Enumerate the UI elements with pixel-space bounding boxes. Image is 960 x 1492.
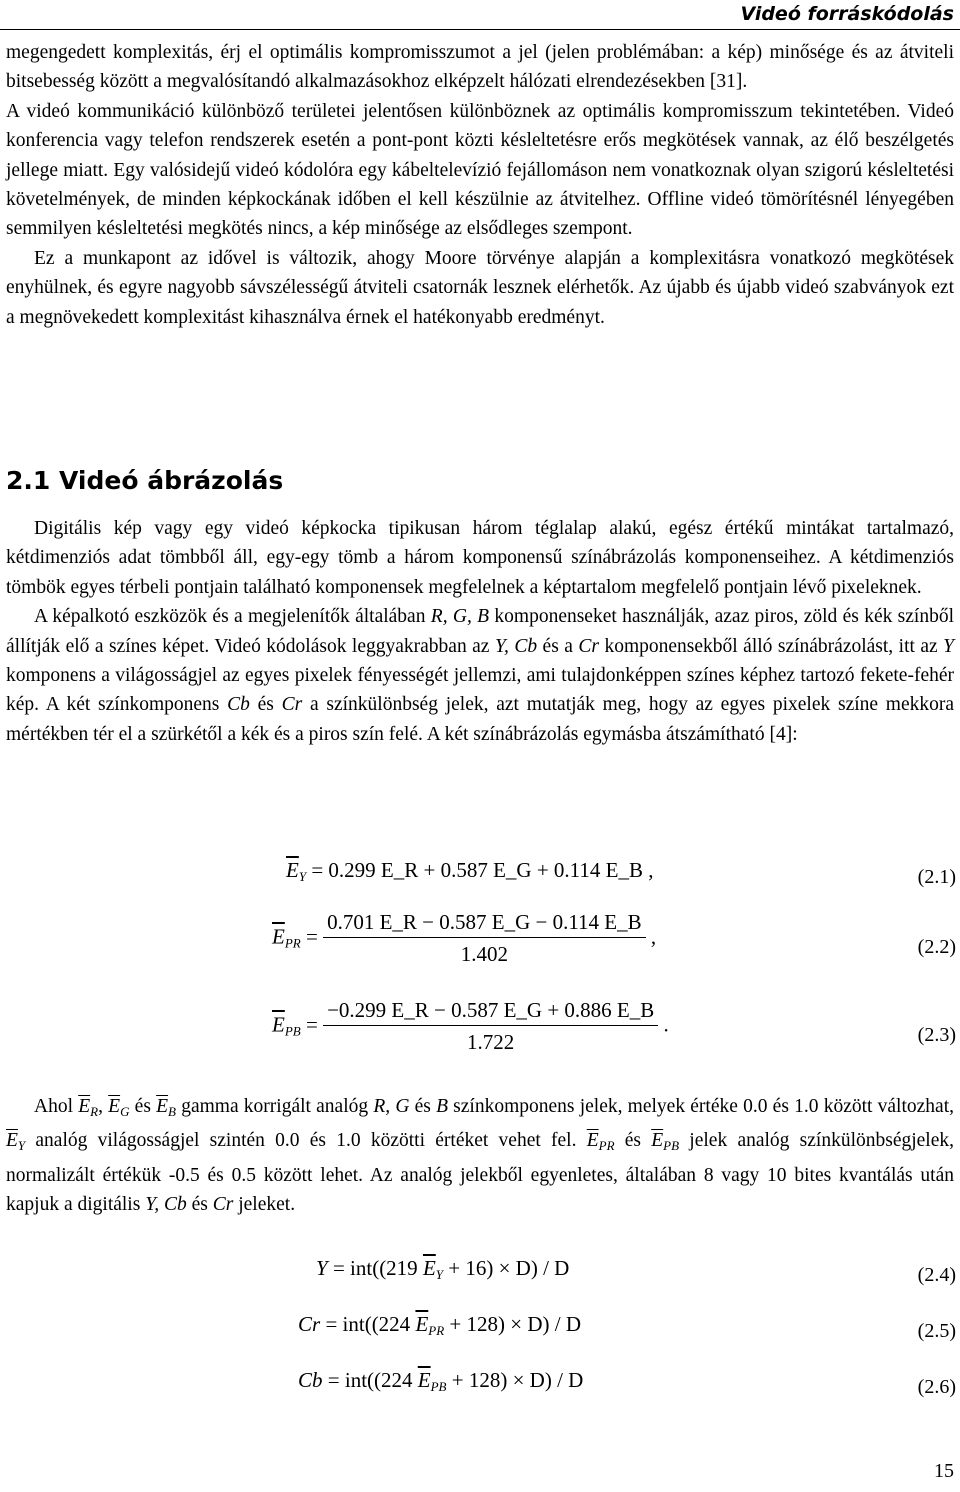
after-equations-text [6,1092,954,1220]
section-paragraph-2: A képalkotó eszközök és a megjelenítők általában R, G, B komponenseket használják, azaz piros, zöld és kék színből állítják elő a színes képet. Videó kódolások leggyakrabban az Y, Cb és a Cr komponensekből álló színábrázolást, itt az Y komponens a világosságjel az egyes pixelek fényességét jellemzi, ami tulajdonképpen színes képhez tartozó fekete-fehér kép. A két színkomponens Cb és Cr a színkülönbség jelek, azt mutatják meg, hogy az egyes pixelek színe mekkora mértékben tér el a szürkétől a kék és a piros szín felé. A két színábrázolás egymásba átszámítható [4]: [6,606,955,745]
fraction: $\frac{0.701 E\_R - 0.587 E\_G - 0.114 E\_B}{1.402}$ [323,910,646,967]
page-number: 15 [934,1460,954,1482]
equation-2-2: $\overline{E}_{PR}$ = $\frac{0.701 E\_R - 0.587 E\_G - 0.114 E\_B}{1.402}$ , (2.2) [272,910,956,966]
intro-paragraph-1: megengedett komplexitás, érj el optimális kompromisszumot a jel (jelen problémában: a kép) minősége és az átviteli bitsebesség között a megvalósítandó alkalmazásokhoz elképzelt hálózati elrendezésekben [31]. [6,42,954,93]
equation-number: (2.1) [917,866,956,888]
intro-paragraph-3: Ez a munkapont az idővel is változik, ahogy Moore törvénye alapján a komplexitásra vonatkozó megkötések enyhülnek, és egyre nagyobb sávszélességű átviteli csatornák lesznek elérhetők. Az újabb és újabb videó szabványok ezt a megnövekedett komplexitást kihasználva érnek el hatékonyabb eredményt. [6,247,954,328]
equation-number: (2.6) [917,1376,956,1398]
equation-2-3: $\overline{E}_{PB}$ = $\frac{-0.299 E\_R - 0.587 E\_G + 0.886 E\_B}{1.722}$ . (2.3) [272,998,956,1054]
equation-2-5: Cr = int((224 $\overline{E}_{PR} + 128) \times D) / D$ (2.5) [298,1312,956,1342]
equation-2-4: Y = int((219 $\overline{E}_Y + 16) \times D) / D$ (2.4) [316,1256,956,1286]
equation-number: (2.2) [917,936,956,958]
equation-2-1: $\overline{E}_Y = 0.299$ E_R + 0.587 E_G + 0.114 E_B , (2.1) [286,858,956,888]
section-heading: 2.1 Videó ábrázolás [6,466,284,495]
section-paragraph-3: Ahol $\overline{E}_R$, $\overline{E}_G$ és $\overline{E}_B$ gamma korrigált analóg R, G és B színkomponens jelek, melyek értéke 0.0 és 1.0 között változhat, $\overline{E}_Y$ analóg világosságjel szintén 0.0 és 1.0 közötti értéket vehet fel. $\overline{E}_{PR}$ és $\overline{E}_{PB}$ jelek analóg színkülönbségjelek, normalizált értékük -0.5 és 0.5 között lehet. Az analóg jelekből egyenletes, általában 8 vagy 10 bites kvantálás után kapjuk a digitális Y, Cb és Cr jeleket. [6,1096,955,1216]
running-header: Videó forráskódolás [0,0,960,30]
section-paragraph-1: Digitális kép vagy egy videó képkocka tipikusan három téglalap alakú, egész értékű mintákat tartalmazó, kétdimenziós adat tömbből áll, egy-egy tömb a három komponensű színábrázolás komponenseihez. A kétdimenziós tömbök egyes térbeli pontjain található komponensek megfelelnek a képtartalom megfelelő pontjain lévő pixeleknek. [6,518,954,598]
equation-2-6: Cb = int((224 $\overline{E}_{PB} + 128) \times D) / D$ (2.6) [298,1368,956,1398]
intro-text [6,38,954,332]
intro-paragraph-2: A videó kommunikáció különböző területei jelentősen különböznek az optimális kompromisszum tekintetében. Videó konferencia vagy telefon rendszerek esetén a pont-pont közti késleltetésre erős megkötések vannak, az élő beszélgetés jellege miatt. Egy valósidejű videó kódolóra egy kábeltelevízió fejállomáson nem vonatkoznak olyan szigorú késleltetési követelmények, de minden képkockának időben el kell készülnie az átvitelhez. Offline videó tömörítésnél lényegében semmilyen késleltetési megkötés nincs, a kép minősége az elsődleges szempont. [6,100,954,240]
equation-number: (2.4) [917,1264,956,1286]
fraction: $\frac{-0.299 E\_R - 0.587 E\_G + 0.886 E\_B}{1.722}$ [323,998,658,1055]
section-text [6,514,954,749]
equation-number: (2.5) [917,1320,956,1342]
equation-number: (2.3) [917,1024,956,1046]
